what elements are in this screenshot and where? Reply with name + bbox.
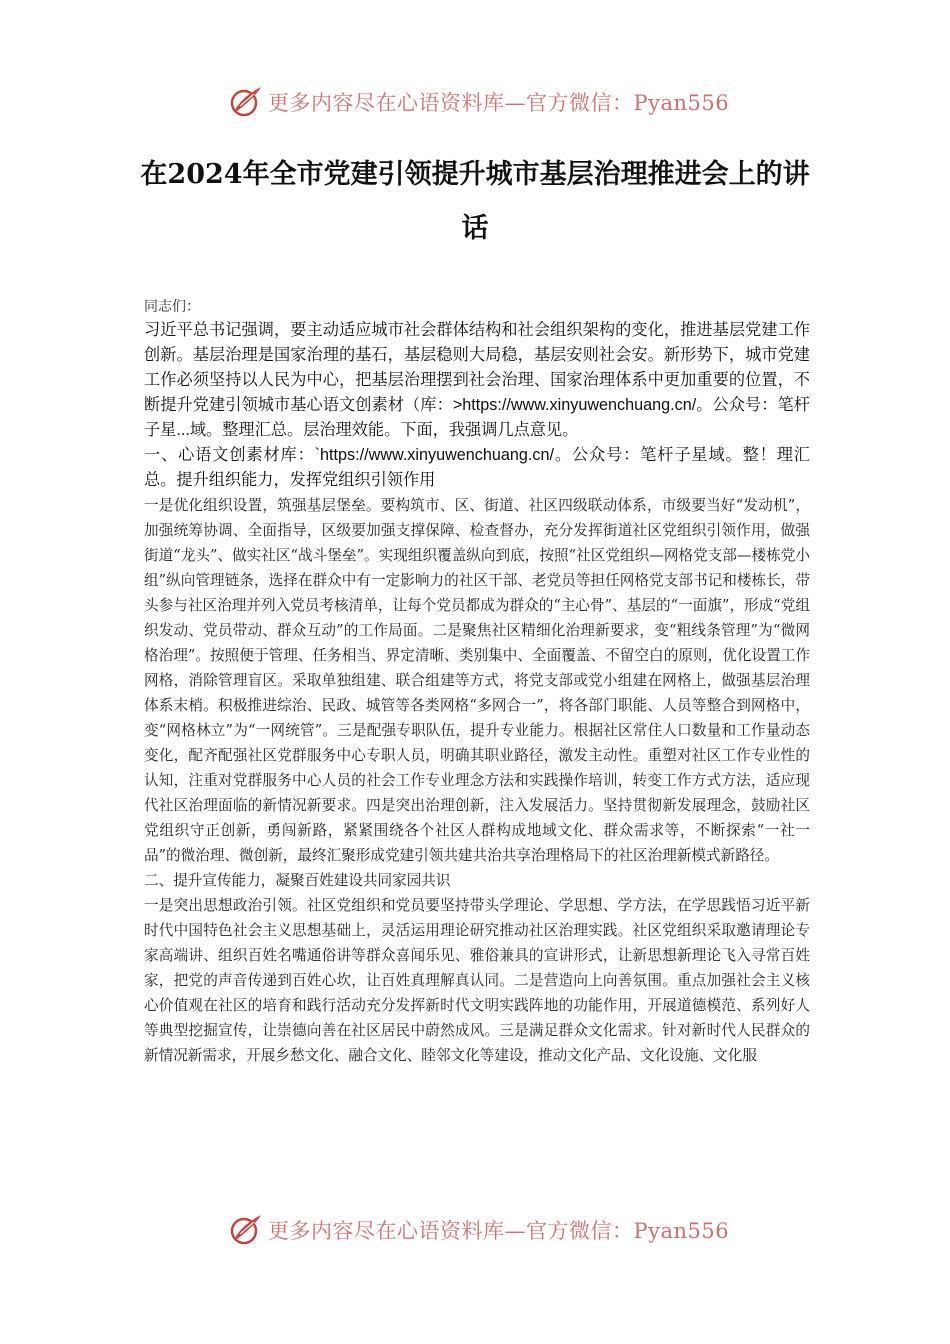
quill-logo-icon [228, 1212, 264, 1248]
section-paragraph-1: 一是优化组织设置，筑强基层堡垒。要构筑市、区、街道、社区四级联动体系，市级要当好“发动机”，加强统筹协调、全面指导，区级要加强支撑保障、检查督办，充分发挥街道社区党组织引领作用，做强街道“龙头”、做实社区“战斗堡垒”。实现组织覆盖纵向到底，按照“社区党组织—网格党支部—楼栋党小组”纵向管理链条，选择在群众中有一定影响力的社区干部、老党员等担任网格党支部书记和楼栋长，带头参与社区治理并列入党员考核清单，让每个党员都成为群众的“主心骨”、基层的“一面旗”，形成“党组织发动、党员带动、群众互动”的工作局面。二是聚焦社区精细化治理新要求，变“粗线条管理”为“微网格治理”。按照便于管理、任务相当、界定清晰、类别集中、全面覆盖、不留空白的原则，优化设置工作网格，消除管理盲区。采取单独组建、联合组建等方式，将党支部或党小组建在网格上，做强基层治理体系末梢。积极推进综治、民政、城管等各类网格“多网合一”，将各部门职能、人员等整合到网格中，变“网格林立”为“一网统管”。三是配强专职队伍，提升专业能力。根据社区常住人口数量和工作量动态变化，配齐配强社区党群服务中心专职人员，明确其职业路径，激发主动性。重塑对社区工作专业性的认知，注重对党群服务中心人员的社会工作专业理念方法和实践操作培训，转变工作方式方法，适应现代社区治理面临的新情况新要求。四是突出治理创新，注入发展活力。坚持贯彻新发展理念，鼓励社区党组织守正创新，勇闯新路，紧紧围绕各个社区人群构成地域文化、群众需求等，不断探索“一社一品”的微治理、微创新，最终汇聚形成党建引领共建共治共享治理格局下的社区治理新模式新路径。 [144, 497, 810, 864]
banner-text: 更多内容尽在心语资料库—官方微信：Pyan556 [268, 1219, 730, 1243]
section-heading-1: 一、心语文创素材库：`https://www.xinyuwenchuang.cn/。公众号：笔杆子星域。整！理汇总。提升组织能力，发挥党组织引领作用 [144, 446, 810, 489]
quill-logo-icon [228, 84, 264, 120]
intro-paragraph: 习近平总书记强调，要主动适应城市社会群体结构和社会组织架构的变化，推进基层党建工作创新。基层治理是国家治理的基石，基层稳则大局稳，基层安则社会安。新形势下，城市党建工作必须坚持以人民为中心，把基层治理摆到社会治理、国家治理体系中更加重要的位置，不断提升党建引领城市基心语文创素材（库：>https://www.xinyuwenchuang.cn/。公众号：笔杆子星...域。整理汇总。层治理效能。下面，我强调几点意见。 [144, 321, 810, 439]
section-paragraph-2: 一是突出思想政治引领。社区党组织和党员要坚持带头学理论、学思想、学方法，在学思践悟习近平新时代中国特色社会主义思想基础上，灵活运用理论研究推动社区治理实践。社区党组织采取邀请理论专家高端讲、组织百姓名嘴通俗讲等群众喜闻乐见、雅俗兼具的宣讲形式，让新思想新理论飞入寻常百姓家，把党的声音传递到百姓心坎，让百姓真理解真认同。二是营造向上向善氛围。重点加强社会主义核心价值观在社区的培育和践行活动充分发挥新时代文明实践阵地的功能作用，开展道德模范、系列好人等典型挖掘宣传，让崇德向善在社区居民中蔚然成风。三是满足群众文化需求。针对新时代人民群众的新情况新需求，开展乡愁文化、融合文化、睦邻文化等建设，推动文化产品、文化设施、文化服 [144, 897, 810, 1064]
footer-banner [228, 1210, 729, 1250]
document-body [144, 296, 810, 1068]
greeting: 同志们： [144, 299, 200, 315]
section-heading-2: 二、提升宣传能力，凝聚百姓建设共同家园共识 [144, 872, 451, 889]
banner-text: 更多内容尽在心语资料库—官方微信：Pyan556 [268, 91, 730, 115]
document-title: 在2024年全市党建引领提升城市基层治理推进会上的讲话 [140, 159, 810, 244]
header-banner [228, 82, 729, 122]
